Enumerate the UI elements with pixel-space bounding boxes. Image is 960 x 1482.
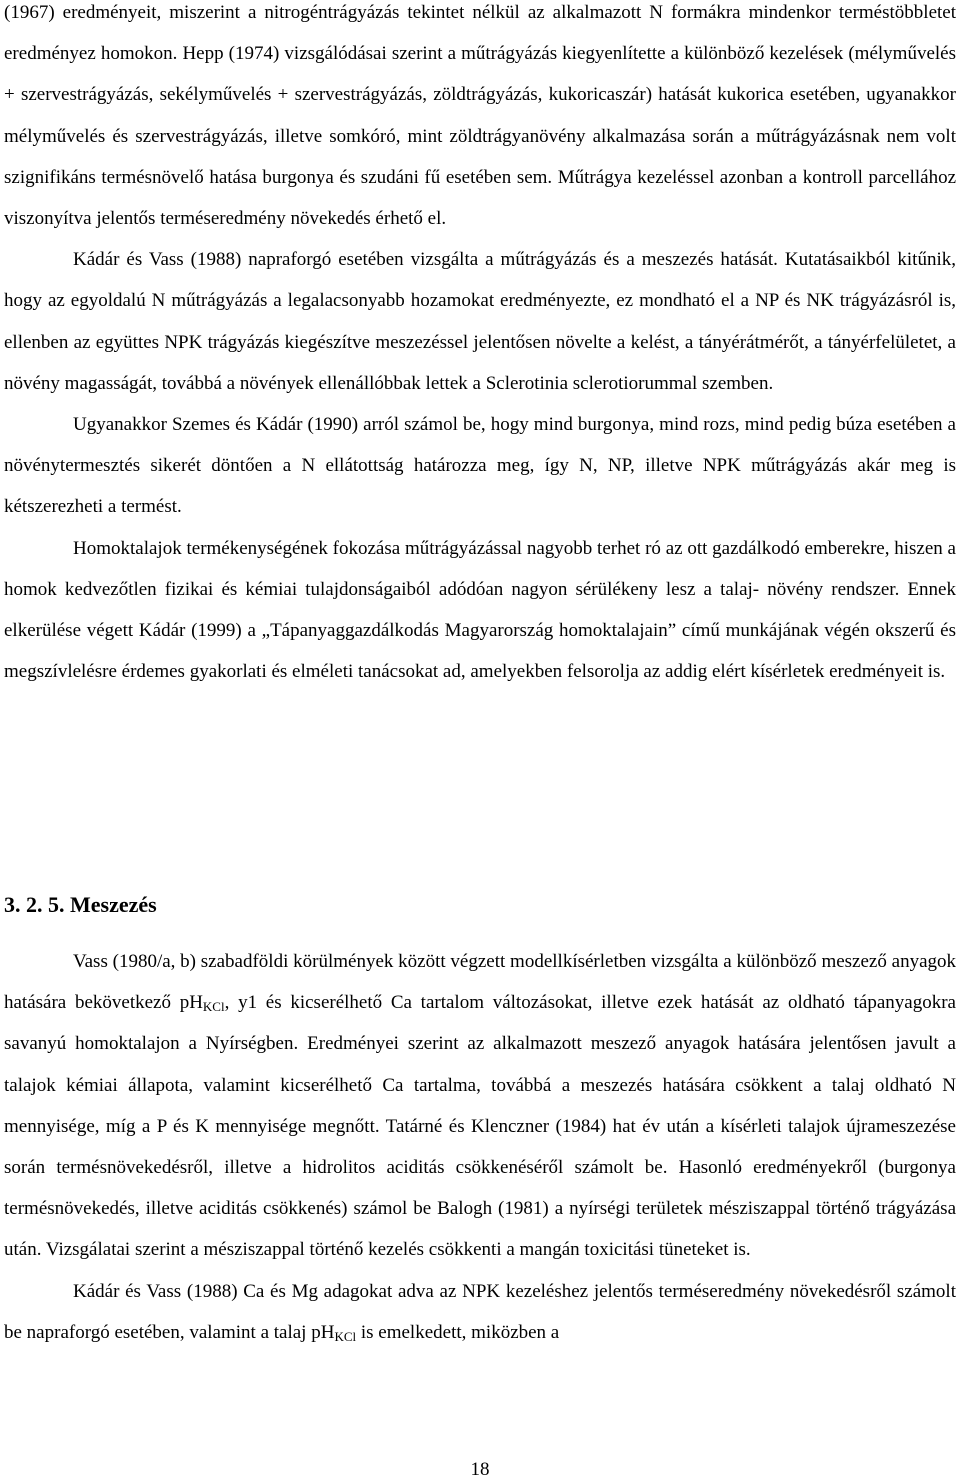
section-heading-liming: 3. 2. 5. Meszezés — [4, 892, 157, 917]
paragraph-szemes-kadar: Ugyanakkor Szemes és Kádár (1990) arról számol be, hogy mind burgonya, mind rozs, mind pedig búza esetében a növénytermesztés sikerét döntően a N ellátottság határozza meg, így N, NP, illetve NPK műtrágyázás akár meg is kétszerezheti a termést. — [4, 414, 956, 518]
text-run: is emelkedett, miközben a — [356, 1321, 560, 1343]
section-liming-text — [4, 941, 956, 1353]
text-run: Vass (1980/a, b) szabadföldi körülmények között végzett modellkísérletben vizsgálta a különböző meszező anyagok hatására bekövetkező pH — [4, 951, 956, 1014]
paragraph-continuation: (1967) eredményeit, miszerint a nitrogéntrágyázás tekintet nélkül az alkalmazott N formákra mindenkor terméstöbbletet eredményez homokon. Hepp (1974) vizsgálódásai szerint a műtrágyázás kiegyenlítette a különböző kezelések (mélyművelés + szervestrágyázás, sekélyművelés + szervestrágyázás, zöldtrágyázás, kukoricaszár) hatását kukorica esetében, ugyanakkor mélyművelés és szervestrágyázás, illetve somkóró, mint zöldtrágyanövény alkalmazása során a műtrágyázásnak nem volt szignifikáns termésnövelő hatása burgonya és szudáni fű esetében sem. Műtrágya kezeléssel azonban a kontroll parcellához viszonyítva jelentős terméseredmény növekedés érhető el. — [4, 2, 956, 230]
paragraph-kadar-vass-ca-mg — [4, 1271, 956, 1353]
paragraph-sandy-soil-fertility: Homoktalajok termékenységének fokozása műtrágyázással nagyobb terhet ró az ott gazdálkodó emberekre, hiszen a homok kedvezőtlen fizikai és kémiai tulajdonságaiból adódóan nagyon sérülékeny lesz a talaj- növény rendszer. Ennek elkerülése végett Kádár (1999) a „Tápanyaggazdálkodás Magyarország homoktalajain” című munkájának végén okszerű és megszívlelésre érdemes gyakorlati és elméleti tanácsokat ad, amelyekben felsorolja az addig elért kísérletek eredményeit is. — [4, 537, 956, 683]
subscript-kcl: KCl — [202, 999, 225, 1015]
section-fertilization-text — [4, 0, 956, 692]
paragraph-vass-liming — [4, 941, 956, 1271]
text-run: , y1 és kicserélhető Ca tartalom változásokat, illetve ezek hatását az oldható tápanyagokra savanyú homoktalajon a Nyírségben. Eredményei szerint az alkalmazott meszező anyagok hatására jelentősen javult a talajok kémiai állapota, valamint kicserélhető Ca tartalma, továbbá a meszezés hatására csökkent a talaj oldható N mennyisége, míg a P és K mennyisége megnőtt. Tatárné és Klenczner (1984) hat év után a kísérleti talajok újrameszezése során termésnövekedésről, illetve a hidrolitos aciditás csökkenéséről számolt be. Hasonló eredményekről (burgonya termésnövekedés, illetve aciditás csökkenés) számol be Balogh (1981) a nyírségi területek mésziszappal történő trágyázása után. Vizsgálatai szerint a mésziszappal történő kezelés csökkenti a mangán toxicitási tüneteket is. — [4, 992, 956, 1261]
page-number: 18 — [470, 1459, 490, 1480]
text-run: Kádár és Vass (1988) Ca és Mg adagokat adva az NPK kezeléshez jelentős terméseredmény növekedésről számolt be napraforgó esetében, valamint a talaj pH — [4, 1280, 956, 1343]
subscript-kcl: KCl — [334, 1328, 357, 1344]
paragraph-kadar-vass-sunflower: Kádár és Vass (1988) napraforgó esetében vizsgálta a műtrágyázás és a meszezés hatását. Kutatásaikból kitűnik, hogy az egyoldalú N műtrágyázás a legalacsonyabb hozamokat eredményezte, ez mondható el a NP és NK trágyázásról is, ellenben az együttes NPK trágyázás kiegészítve meszezéssel jelentősen növelte a kelést, a tányérátmérőt, a tányérfelületet, a növény magasságát, továbbá a növények ellenállóbbak lettek a Sclerotinia sclerotiorummal szemben. — [4, 249, 956, 394]
